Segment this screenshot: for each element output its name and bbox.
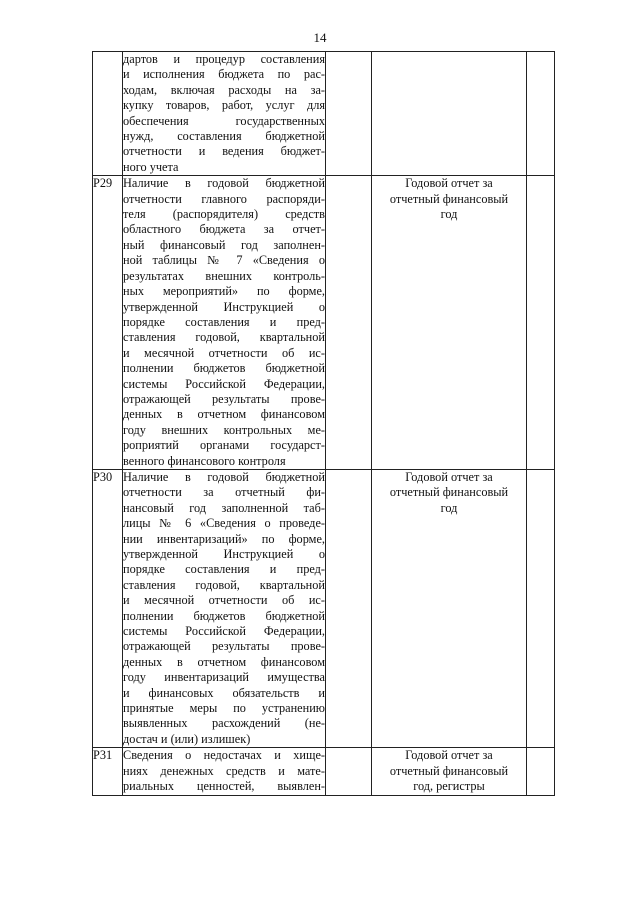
source-line: отчетный финансовый (389, 485, 509, 500)
source-line: год (440, 500, 458, 515)
description-line: отчетности главного распоряди- (123, 191, 325, 206)
description-line: и исполнения бюджета по рас- (123, 67, 325, 82)
description-line: обеспечения государственных (123, 113, 325, 128)
description-line: денных в отчетном финансовом (123, 654, 325, 669)
source-line: год, регистры (413, 779, 485, 794)
description-line: отчетности и ведения бюджет- (123, 144, 325, 159)
description-line: выявленных расхождений (не- (123, 716, 325, 731)
empty-cell (326, 176, 372, 470)
description-line: и финансовых обязательств и (123, 685, 325, 700)
description-line: ной таблицы № 7 «Сведения о (123, 253, 325, 268)
description-line: областного бюджета за отчет- (123, 222, 325, 237)
description-line: системы Российской Федерации, (123, 624, 325, 639)
page-number: 14 (313, 30, 327, 45)
source-line: Годовой отчет за (405, 469, 493, 484)
table-row (93, 52, 555, 176)
empty-cell (527, 52, 555, 176)
empty-cell (527, 469, 555, 747)
description-line: ставления годовой, квартальной (123, 330, 325, 345)
row-source (372, 176, 527, 470)
row-description (123, 52, 326, 176)
description-line: дартов и процедур составления (123, 52, 325, 66)
description-line: году внешних контрольных ме- (123, 422, 325, 437)
source-line: Годовой отчет за (405, 176, 493, 191)
description-line: лицы № 6 «Сведения о проведе- (123, 516, 325, 531)
description-line: венного финансового контроля (123, 453, 286, 468)
empty-cell (527, 748, 555, 795)
description-line: принятые меры по устранению (123, 701, 325, 716)
empty-cell (527, 176, 555, 470)
source-line: отчетный финансовый (389, 191, 509, 206)
description-line: ниях денежных средств и мате- (123, 763, 325, 778)
description-line: и месячной отчетности об ис- (123, 345, 325, 360)
row-description (123, 748, 326, 795)
description-line: порядке составления и пред- (123, 562, 325, 577)
description-line: денных в отчетном финансовом (123, 407, 325, 422)
description-line: году инвентаризаций имущества (123, 670, 325, 685)
source-line: год (440, 207, 458, 222)
description-line: системы Российской Федерации, (123, 376, 325, 391)
description-line: полнении бюджетов бюджетной (123, 608, 325, 623)
row-description (123, 176, 326, 470)
table-row (93, 748, 555, 795)
description-line: нужд, составления бюджетной (123, 129, 325, 144)
row-code (93, 52, 123, 176)
table-row (93, 176, 555, 470)
description-line: утвержденной Инструкцией о (123, 547, 325, 561)
source-line: Годовой отчет за (405, 748, 493, 763)
description-line: ходам, включая расходы на за- (123, 82, 325, 97)
description-line: ставления годовой, квартальной (123, 577, 325, 592)
description-line: отражающей результаты прове- (123, 639, 325, 654)
description-line: купку товаров, работ, услуг для (123, 98, 325, 113)
description-line: ного учета (123, 159, 179, 174)
description-line: полнении бюджетов бюджетной (123, 361, 325, 376)
row-source (372, 469, 527, 747)
description-line: роприятий органами государст- (123, 438, 325, 453)
row-description (123, 469, 326, 747)
row-code: P30 (93, 469, 123, 747)
empty-cell (326, 748, 372, 795)
description-line: ный финансовый год заполнен- (123, 237, 325, 252)
description-line: утвержденной Инструкцией о (123, 299, 325, 314)
description-line: отчетности за отчетный фи- (123, 485, 325, 500)
table-body (93, 52, 555, 796)
description-line: нансовый год заполненной таб- (123, 500, 325, 515)
row-code: P29 (93, 176, 123, 470)
description-line: риальных ценностей, выявлен- (123, 779, 325, 794)
description-line: Наличие в годовой бюджетной (123, 469, 325, 484)
empty-cell (326, 52, 372, 176)
empty-cell (326, 469, 372, 747)
table-row (93, 469, 555, 747)
description-line: Наличие в годовой бюджетной (123, 176, 325, 191)
description-line: отражающей результаты прове- (123, 391, 325, 406)
indicators-table (92, 51, 555, 796)
description-line: нии инвентаризаций» по форме, (123, 531, 325, 546)
description-line: и месячной отчетности об ис- (123, 593, 325, 608)
description-line: результатах внешних контроль- (123, 268, 325, 283)
description-line: порядке составления и пред- (123, 314, 325, 329)
description-line: ных мероприятий» по форме, (123, 284, 325, 299)
source-line: отчетный финансовый (389, 763, 509, 778)
row-code: P31 (93, 748, 123, 795)
description-line: Сведения о недостачах и хище- (123, 748, 325, 763)
description-line: достач и (или) излишек) (123, 731, 251, 746)
row-source (372, 52, 527, 176)
row-source (372, 748, 527, 795)
description-line: теля (распорядителя) средств (123, 207, 325, 222)
